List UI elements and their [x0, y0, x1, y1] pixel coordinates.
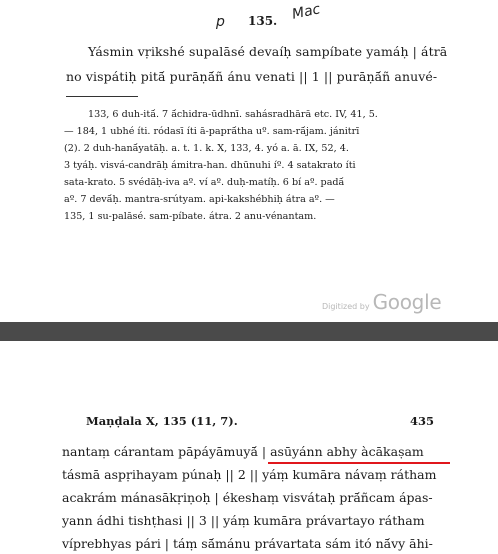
body-text-line-3: acakrám mánasākṛiṇoḥ | ékeshaṃ visvátaḥ prā́ñcam ápas- — [62, 490, 433, 505]
main-text-line-1: Yásmin vṛikshé supalāsé devaíḥ sampíbate yamáḥ | átrā — [88, 44, 448, 59]
body-text-line-4: yann ádhi tishṭhasi || 3 || yáṃ kumāra právartayo rátham — [62, 513, 425, 528]
footnote-line-7: 135, 1 su-palāsé. sam-píbate. átra. 2 anu-vénantam. — [64, 211, 317, 222]
top-page-number: 135. — [248, 14, 278, 28]
footnote-line-2: — 184, 1 ubhé íti. ródasī íti ā-paprā́tha uº. sam-rā́jam. jánitrī — [64, 126, 360, 137]
body-text-line-1: nantaṃ cárantam pāpáyāmuyā́ | asūyánn abhy àcākaṣam — [62, 444, 424, 459]
body-text-line-2: tásmā aspṛihayam púnaḥ || 2 || yáṃ kumāra návaṃ rátham — [62, 467, 437, 482]
bottom-page-header-title: Maṇḍala X, 135 (11, 7). — [86, 414, 238, 428]
red-underline-annotation — [268, 462, 450, 464]
footnote-line-3: (2). 2 duh-hanā́yatāḥ. a. t. 1. k. X, 133, 4. yó a. ā. IX, 52, 4. — [64, 143, 349, 154]
footnote-line-4: 3 tyáḥ. visvá-candrāḥ ámitra-han. dhūnuhi íº. 4 satakrato íti — [64, 160, 356, 171]
handwritten-mark-left: p — [216, 14, 225, 30]
footnote-line-1: 133, 6 duh-itā́. 7 ā́chidra-ūdhnī. sahásradhārā etc. IV, 41, 5. — [88, 109, 378, 120]
body-text-line-5: víprebhyas pári | táṃ sā́mánu právartata sám itó nā́vy āhi- — [62, 536, 433, 551]
footnote-rule — [66, 96, 138, 97]
google-watermark — [322, 290, 441, 314]
bottom-page-number: 435 — [410, 414, 435, 428]
footnote-line-6: aº. 7 devā́ḥ. mantra-srútyam. api-kakshébhiḥ átra aº. — — [64, 194, 335, 205]
page-divider-bar — [0, 322, 498, 341]
footnote-line-5: sata-krato. 5 svédāḥ-iva aº. ví aº. duḥ-matíḥ. 6 bí aº. padā́ — [64, 177, 345, 188]
watermark-logo-text: Google — [372, 290, 442, 314]
main-text-line-2: no vispátiḥ pitā́ purāṇā́ñ ánu venati || 1 || purāṇā́ñ anuvé- — [66, 69, 438, 84]
handwritten-mark-right: Mac — [290, 1, 322, 23]
watermark-small-text: Digitized by — [322, 302, 370, 311]
